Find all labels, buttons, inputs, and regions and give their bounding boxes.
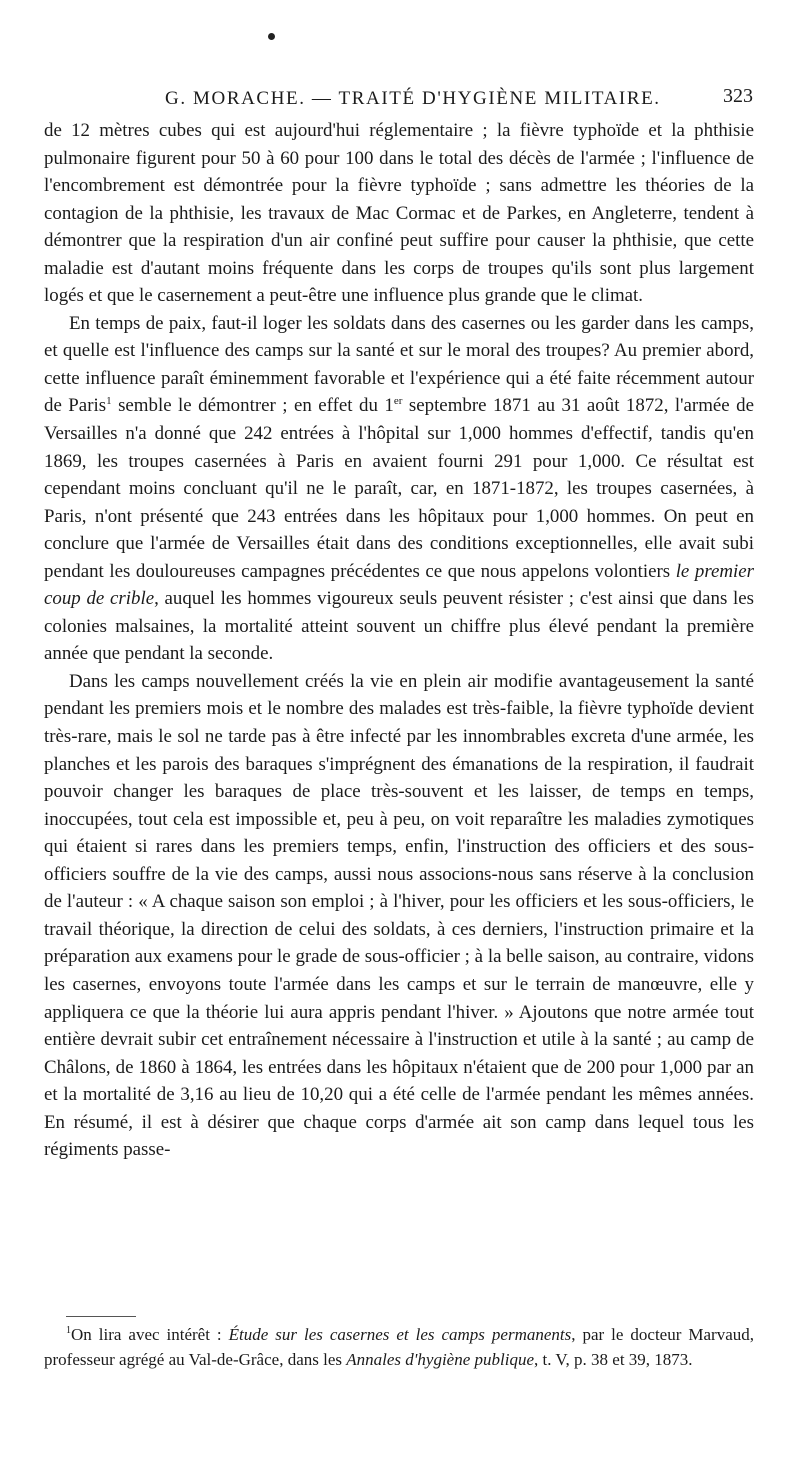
paragraph-2-part-a: En temps de paix, faut-il loger les soldats dans des casernes ou les garder dans les camps, et quelle est l'influence des camps sur la santé et sur le moral des troupes? Au premier abord, cette influence paraît éminemment favorable et l'expérience qui a été faite récemment autour de Paris xyxy=(44,312,754,417)
running-head: G. MORACHE. — TRAITÉ D'HYGIÈNE MILITAIRE. xyxy=(165,88,661,109)
footnote-study-title: Étude sur les casernes et les camps permanents xyxy=(228,1325,572,1344)
paragraph-2-part-c: septembre 1871 au 31 août 1872, l'armée de Versailles n'a donné que 242 entrées à l'hôpital sur 1,000 hommes d'effectif, tandis qu'en 1869, les troupes casernées à Paris en avaient fourni 291 pour 1,000. Ce résultat est cependant moins concluant qu'il ne le paraît, car, en 1871-1872, les troupes casernées, à Paris, n'ont présenté que 243 entrées dans les hôpitaux pour 1,000 hommes. On peut en conclure que l'armée de Versailles était dans des conditions exceptionnelles, elle avait subi pendant les douloureuses campagnes précédentes ce que nous appelons volontiers xyxy=(44,395,754,582)
footnote-part-a: On lira avec intérêt : xyxy=(71,1325,229,1344)
paragraph-3: Dans les camps nouvellement créés la vie en plein air modifie avantageusement la santé pendant les premiers mois et le nombre des malades est très-faible, la fièvre typhoïde devient très-rare, mais le sol ne tarde pas à être infecté par les innombrables excreta d'une armée, les planches et les parois des baraques s'imprégnent des émanations de la respiration, il faudrait pouvoir changer les baraques de place très-souvent et les laisser, de temps en temps, inoccupées, tout cela est impossible et, peu à peu, on voit reparaître les maladies zymotiques qui étaient si rares dans les premiers temps, enfin, l'instruction des officiers et des sous-officiers souffre de la vie des camps, aussi nous associons-nous sans réserve à la conclusion de l'auteur : « A chaque saison son emploi ; à l'hiver, pour les officiers et les sous-officiers, le travail théorique, la direction de celui des soldats, à ces derniers, l'instruction primaire et la préparation aux examens pour le grade de sous-officier ; à la belle saison, au contraire, vidons les casernes, envoyons toute l'armée dans les camps et sur le terrain de manœuvre, elle y appliquera ce que la théorie lui aura appris pendant l'hiver. » Ajoutons que notre armée tout entière devrait subir cet entraînement nécessaire à l'instruction et utile à la santé ; au camp de Châlons, de 1860 à 1864, les entrées dans les hôpitaux n'étaient que de 200 pour 1,000 par an et la mortalité de 3,16 au lieu de 10,20 qui a été celle de l'armée pendant les mêmes années. En résumé, il est à désirer que chaque corps d'armée ait son camp dans lequel tous les régiments passe- xyxy=(44,670,754,1161)
footnote-journal-title: Annales d'hygiène publique xyxy=(346,1350,535,1369)
footnote-marker: 1 xyxy=(66,1325,71,1336)
page-number: 323 xyxy=(723,85,753,107)
footnote-text xyxy=(44,1322,754,1372)
paragraph-2-part-d: , auquel les hommes vigoureux seuls peuvent résister ; c'est ainsi que dans les colonies malsaines, la mortalité atteint souvent un chiffre plus élevé pendant la première année que pendant la seconde. xyxy=(44,588,755,665)
ink-dot xyxy=(268,33,275,40)
paragraph-1: de 12 mètres cubes qui est aujourd'hui réglementaire ; la fièvre typhoïde et la phthisie pulmonaire figurent pour 50 à 60 pour 100 dans le total des décès de l'armée ; l'influence de l'encombrement est démontrée pour la fièvre typhoïde ; sans admettre les théories de la contagion de la phthisie, les travaux de Mac Cormac et de Parkes, en Angleterre, tendent à démontrer que la respiration d'un air confiné peut suffire pour causer la phthisie, que cette maladie est d'autant moins fréquente dans les corps de troupes qu'ils sont plus largement logés et que le casernement a peut-être une influence plus grande que le climat. xyxy=(44,120,754,307)
footnote xyxy=(44,1322,754,1372)
italic-phrase: le premier coup de crible xyxy=(44,560,754,610)
paragraph-2 xyxy=(44,310,754,668)
footnote-rule xyxy=(66,1316,136,1317)
footnote-reference: 1 xyxy=(106,395,112,408)
footnote-part-c: , t. V, p. 38 et 39, 1873. xyxy=(534,1350,693,1369)
footnote-part-b: , par le docteur Marvaud, professeur agrégé au Val-de-Grâce, dans les xyxy=(44,1325,754,1369)
paragraph-2-part-b: semble le démontrer ; en effet du 1 xyxy=(111,395,394,417)
page-header xyxy=(165,85,753,118)
ordinal-superscript: er xyxy=(393,395,403,408)
body-text xyxy=(44,117,754,1164)
